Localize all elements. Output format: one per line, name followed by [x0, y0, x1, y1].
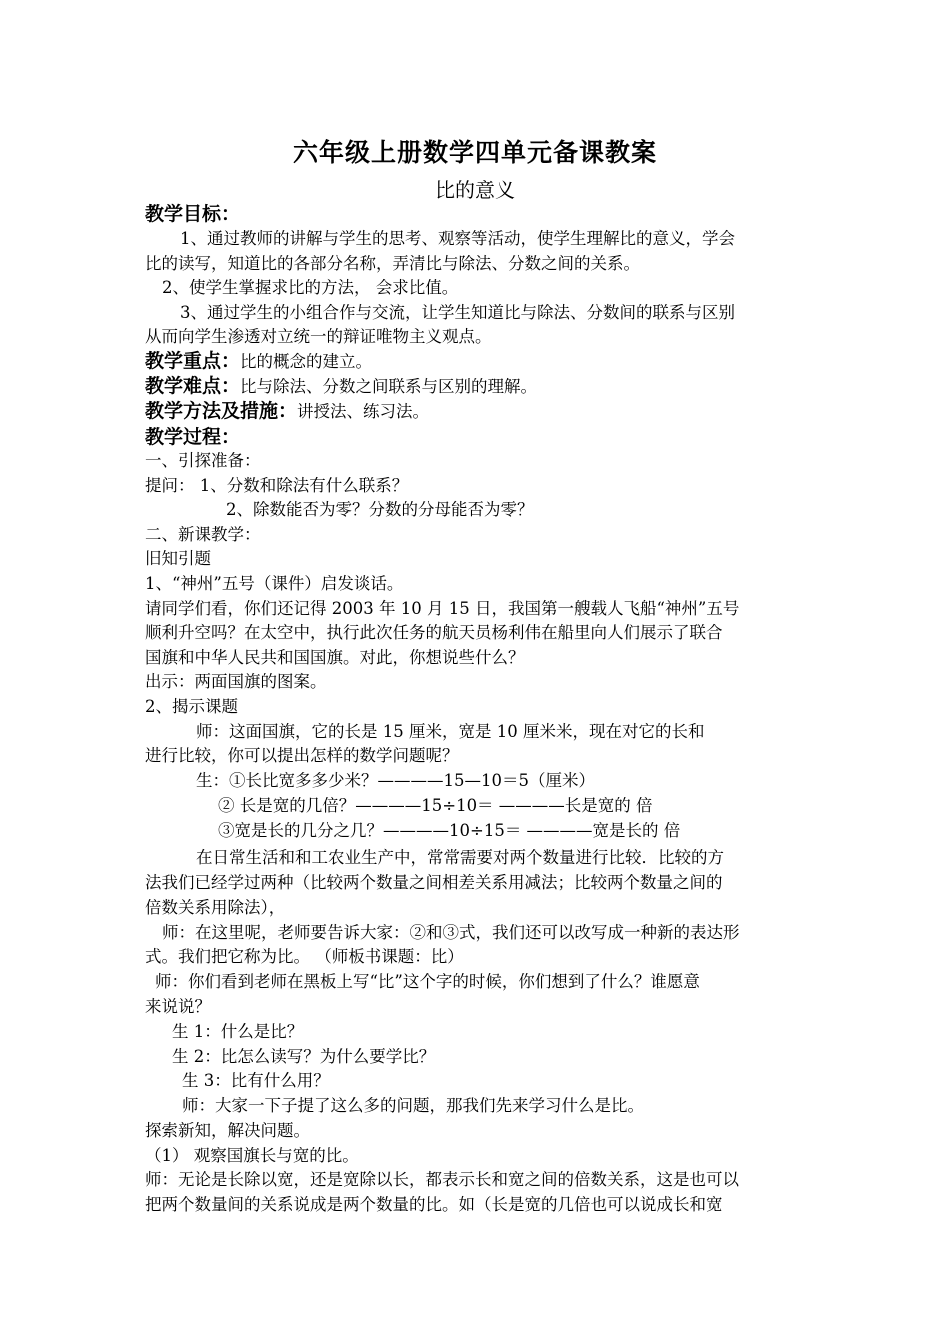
process-line: 请同学们看，你们还记得 2003 年 10 月 15 日，我国第一艘载人飞船“神州”五号	[145, 599, 740, 618]
process-line: 师：你们看到老师在黑板上写“比”这个字的时候，你们想到了什么？谁愿意	[155, 972, 700, 991]
process-line: 师：无论是长除以宽，还是宽除以长，都表示长和宽之间的倍数关系，这是也可以	[145, 1170, 739, 1189]
process-line: 生 2：比怎么读写？为什么要学比？	[172, 1047, 436, 1066]
process-line: 出示：两面国旗的图案。	[145, 672, 327, 691]
process-line: 一、引探准备：	[145, 451, 261, 470]
process-line: 师：在这里呢，老师要告诉大家：②和③式，我们还可以改写成一种新的表达形	[162, 923, 740, 942]
process-line: 国旗和中华人民共和国国旗。对此，你想说些什么？	[145, 648, 525, 667]
key-point-label: 教学重点：	[145, 350, 241, 372]
process-line: 二、新课教学：	[145, 525, 261, 544]
process-line: 在日常生活和和工农业生产中，常常需要对两个数量进行比较．比较的方	[196, 848, 724, 867]
methods-label: 教学方法及措施：	[145, 400, 298, 422]
objective-1-line-2: 比的读写，知道比的各部分名称，弄清比与除法、分数之间的关系。	[145, 254, 640, 273]
process-line: 生：①长比宽多多少米？————15—10＝5（厘米）	[196, 771, 595, 790]
objective-3-line-2: 从而向学生渗透对立统一的辩证唯物主义观点。	[145, 327, 492, 346]
process-line: 法我们已经学过两种（比较两个数量之间相差关系用减法；比较两个数量之间的	[145, 873, 723, 892]
process-line: 提问： 1、分数和除法有什么联系？	[145, 476, 409, 495]
process-line: 式。我们把它称为比。 （师板书课题：比）	[145, 947, 464, 966]
process-line: 把两个数量间的关系说成是两个数量的比。如（长是宽的几倍也可以说成长和宽	[145, 1195, 723, 1214]
document-subtitle: 比的意义	[435, 178, 515, 202]
objective-2: 2、使学生掌握求比的方法， 会求比值。	[162, 278, 459, 297]
process-line: 探索新知，解决问题。	[145, 1121, 310, 1140]
document-title: 六年级上册数学四单元备课教案	[292, 138, 657, 167]
process-heading: 教学过程：	[145, 426, 241, 448]
methods-row	[145, 400, 429, 423]
process-line: （1） 观察国旗长与宽的比。	[145, 1146, 359, 1165]
process-line: ③宽是长的几分之几？————10÷15＝ ————宽是长的 倍	[218, 821, 681, 840]
process-line: 顺利升空吗？在太空中，执行此次任务的航天员杨利伟在船里向人们展示了联合	[145, 623, 723, 642]
difficulty-row	[145, 375, 537, 398]
objectives-heading: 教学目标：	[145, 203, 241, 225]
objective-1-line-1: 1、通过教师的讲解与学生的思考、观察等活动，使学生理解比的意义，学会	[180, 229, 735, 248]
process-line: 倍数关系用除法），	[145, 898, 286, 917]
key-point-text: 比的概念的建立。	[240, 352, 373, 371]
process-line: 旧知引题	[145, 549, 211, 568]
difficulty-text: 比与除法、分数之间联系与区别的理解。	[240, 377, 538, 396]
process-line: 生 1：什么是比？	[172, 1022, 304, 1041]
process-line: 2、除数能否为零？分数的分母能否为零？	[226, 500, 534, 519]
process-line: 1、“神州”五号（课件）启发谈话。	[145, 574, 404, 593]
process-line: 2、揭示课题	[145, 697, 238, 716]
process-line: 进行比较，你可以提出怎样的数学问题呢？	[145, 746, 459, 765]
process-line: 来说说？	[145, 997, 211, 1016]
process-line: 师：这面国旗，它的长是 15 厘米，宽是 10 厘米米，现在对它的长和	[196, 722, 705, 741]
difficulty-label: 教学难点：	[145, 375, 241, 397]
process-line: 生 3：比有什么用？	[182, 1071, 330, 1090]
objective-3-line-1: 3、通过学生的小组合作与交流，让学生知道比与除法、分数间的联系与区别	[180, 303, 735, 322]
key-point-row	[145, 350, 372, 373]
process-line: ② 长是宽的几倍？————15÷10＝ ————长是宽的 倍	[218, 796, 653, 815]
methods-text: 讲授法、练习法。	[297, 402, 430, 421]
process-line: 师：大家一下子提了这么多的问题，那我们先来学习什么是比。	[182, 1096, 644, 1115]
